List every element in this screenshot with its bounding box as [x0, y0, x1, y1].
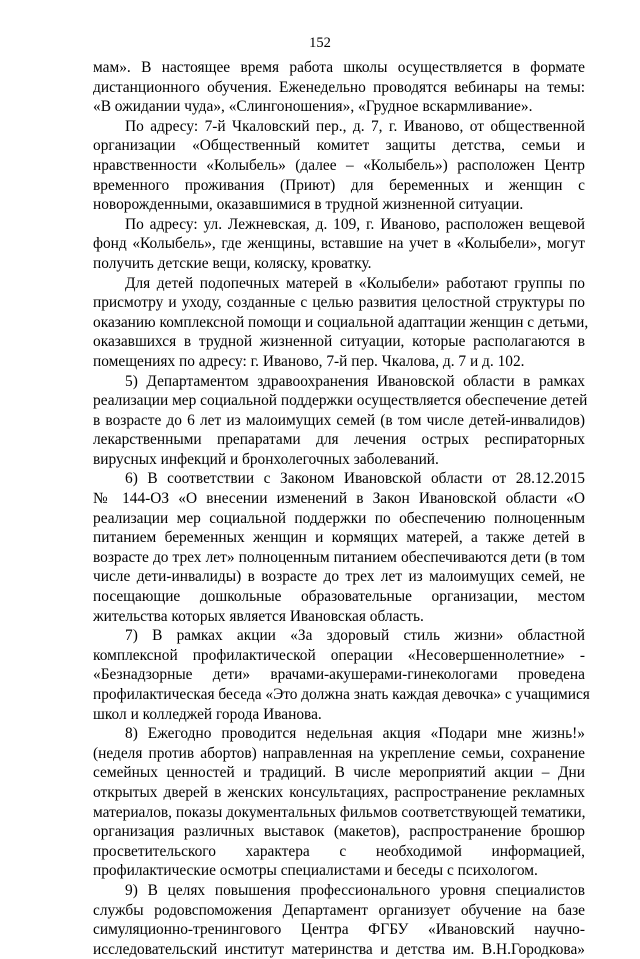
paragraph-p8 [93, 881, 585, 959]
text-line: По адресу: 7-й Чкаловский пер., д. 7, г. Иваново, от общественной [125, 117, 585, 135]
text-line: присмотру и уходу, созданные с целью развития целостной структуры по [93, 294, 585, 312]
text-line: Для детей подопечных матерей в «Колыбели» работают группы по [125, 274, 585, 292]
text-line: фонд «Колыбель», где женщины, вставшие на учет в «Колыбели», могут [93, 235, 585, 253]
text-line: посещающие дошкольные образовательные организации, местом [93, 588, 585, 606]
paragraph-p2 [93, 215, 585, 274]
text-line: питанием беременных женщин и кормящих матерей, а также детей в [93, 529, 585, 547]
text-line: профилактическая беседа «Это должна знать каждая девочка» с учащимися [93, 686, 590, 703]
text-line: вирусных инфекций и бронхолегочных заболеваний. [93, 450, 439, 468]
text-line: числе дети-инвалиды) в возрасте до трех лет из малоимущих семей, не [93, 568, 585, 586]
text-line: реализации мер социальной поддержки осуществляется обеспечение детей [93, 392, 588, 410]
text-line: По адресу: ул. Лежневская, д. 109, г. Иваново, расположен вещевой [125, 215, 585, 233]
text-line: нравственности «Колыбель» (далее – «Колыбель») расположен Центр [93, 156, 585, 174]
text-line: 5) Департаментом здравоохранения Ивановской области в рамках [125, 372, 585, 390]
paragraph-p5 [93, 469, 585, 626]
text-line: «Безнадзорные дети» врачами-акушерами-гинекологами проведена [93, 666, 585, 684]
text-line: просветительского характера с необходимой информацией, [93, 842, 585, 860]
text-line: мам». В настоящее время работа школы осуществляется в формате [93, 59, 585, 76]
text-line: профилактические осмотры специалистами и беседы с психологом. [93, 862, 538, 880]
text-line: возрасте до трех лет» полноценным питанием обеспечиваются дети (в том [93, 548, 585, 566]
document-body [93, 58, 590, 959]
text-line: жительства которых является Ивановская область. [93, 607, 424, 625]
text-line: реализации мер социальной поддержки по обеспечению полноценным [93, 509, 585, 527]
text-line: новорожденными, оказавшимися в трудной жизненной ситуации. [93, 196, 524, 214]
paragraph-p4 [93, 372, 588, 470]
paragraph-p1 [93, 117, 585, 215]
text-line: дистанционного обучения. Еженедельно проводятся вебинары на темы: [93, 78, 585, 96]
text-line: № 144-ОЗ «О внесении изменений в Закон Ивановской области «О [93, 490, 585, 508]
text-line: организация различных выставок (макетов), распространение брошюр [93, 823, 585, 841]
text-line: временного проживания (Приют) для беременных и женщин с [93, 176, 585, 194]
text-line: «В ожидании чуда», «Слингоношения», «Грудное вскармливание». [93, 98, 533, 116]
text-line: 7) В рамках акции «За здоровый стиль жизни» областной [125, 627, 585, 645]
text-line: открытых дверей в женских консультациях, распространение рекламных [93, 783, 585, 801]
text-line: оказавшихся в трудной жизненной ситуации, которые располагаются в [93, 333, 585, 351]
text-line: помещениях по адресу: г. Иваново, 7-й пер. Чкалова, д. 7 и д. 102. [93, 352, 525, 370]
text-line: материалов, показы документальных фильмов соответствующей тематики, [93, 803, 586, 821]
text-line: 8) Ежегодно проводится недельная акция «Подари мне жизнь!» [125, 725, 585, 743]
paragraph-p6 [93, 626, 590, 724]
text-line: лекарственными препаратами для лечения острых респираторных [93, 431, 585, 449]
text-line: получить детские вещи, коляску, кроватку. [93, 254, 372, 272]
text-line: семейных ценностей и традиций. В числе мероприятий акции – Дни [93, 764, 585, 782]
page-number: 152 [309, 35, 331, 51]
text-line: комплексной профилактической операции «Несовершеннолетние» - [93, 646, 585, 664]
text-line: 9) В целях повышения профессионального уровня специалистов [125, 881, 585, 899]
paragraph-p0 [93, 58, 585, 117]
text-line: школ и колледжей города Иванова. [93, 705, 322, 723]
text-line: (неделя против абортов) направленная на укрепление семьи, сохранение [93, 744, 585, 762]
paragraph-p7 [93, 724, 585, 881]
text-line: исследовательский институт материнства и детства им. В.Н.Городкова» [93, 940, 585, 958]
text-line: организации «Общественный комитет защиты детства, семьи и [93, 137, 585, 155]
text-line: службы родовспоможения Департамент организует обучение на базе [93, 901, 585, 919]
text-line: в возрасте до 6 лет из малоимущих семей (в том числе детей-инвалидов) [93, 411, 585, 429]
text-line: оказанию комплексной помощи и социальной адаптации женщин с детьми, [93, 313, 589, 331]
paragraph-p3 [93, 274, 589, 372]
text-line: симуляционно-тренингового Центра ФГБУ «Ивановский научно- [93, 921, 585, 939]
text-line: 6) В соответствии с Законом Ивановской области от 28.12.2015 [125, 470, 585, 488]
